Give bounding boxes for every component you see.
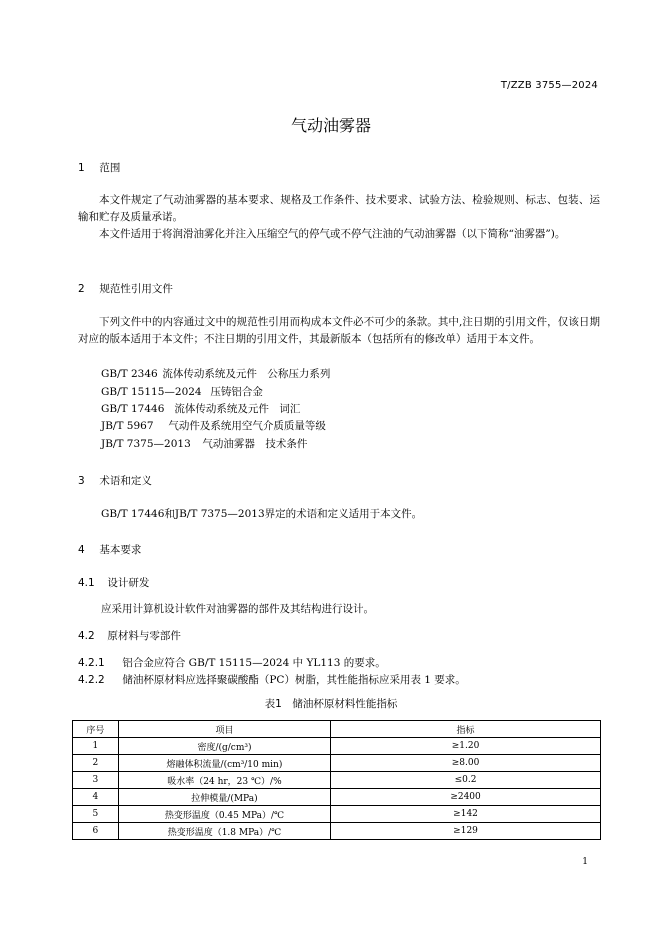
- cell-item: 热变形温度（1.8 MPa）/℃: [118, 823, 330, 840]
- reference-item: [101, 384, 263, 399]
- cell-index: 2: [73, 755, 119, 772]
- reference-name: 流体传动系统及元件 词汇: [174, 403, 301, 415]
- table-row: [73, 806, 601, 823]
- cell-value: ≥8.00: [331, 755, 601, 772]
- section-3-paragraph-1: GB/T 17446和JB/T 7375—2013界定的术语和定义适用于本文件。: [101, 508, 423, 520]
- cell-index: 3: [73, 772, 119, 789]
- section-2-heading: [78, 281, 173, 296]
- document-code: T/ZZB 3755—2024: [500, 80, 598, 91]
- header-index: 序号: [73, 721, 119, 738]
- reference-item: [101, 418, 326, 433]
- clause-number: 4.2.1: [78, 657, 105, 669]
- section-number: 4.2: [78, 630, 95, 642]
- reference-item: [101, 436, 307, 451]
- cell-item: 密度/(g/cm³): [118, 738, 330, 755]
- reference-code: GB/T 17446: [101, 403, 165, 415]
- clause-text: 铝合金应符合 GB/T 15115—2024 中 YL113 的要求。: [122, 657, 386, 669]
- section-1-paragraph-1: 本文件规定了气动油雾器的基本要求、规格及工作条件、技术要求、试验方法、检验规则、标志、包装、运输和贮存及质量承诺。: [78, 194, 600, 223]
- clause-text: 储油杯原材料应选择聚碳酸酯（PC）树脂，其性能指标应采用表 1 要求。: [122, 674, 466, 686]
- table-row: [73, 789, 601, 806]
- table-row: [73, 772, 601, 789]
- section-title: 规范性引用文件: [99, 283, 173, 295]
- table-header-row: [73, 721, 601, 738]
- cell-value: ≤0.2: [331, 772, 601, 789]
- cell-item: 熔融体积流量/(cm³/10 min): [118, 755, 330, 772]
- clause-number: 4.2.2: [78, 674, 105, 686]
- table-title: 表1 储油杯原材料性能指标: [264, 698, 398, 710]
- section-number: 2: [78, 283, 85, 295]
- cell-index: 1: [73, 738, 119, 755]
- section-4-heading: [78, 542, 141, 557]
- table-row: [73, 823, 601, 840]
- header-item: 项目: [118, 721, 330, 738]
- section-2-paragraph-1: 下列文件中的内容通过文中的规范性引用而构成本文件必不可少的条款。其中,注日期的引用文件，仅该日期对应的版本适用于本文件；不注日期的引用文件，其最新版本（包括所有的修改单）适用于本文件。: [78, 316, 600, 345]
- cell-item: 吸水率（24 hr，23 ℃）/%: [118, 772, 330, 789]
- cell-value: ≥142: [331, 806, 601, 823]
- cell-value: ≥129: [331, 823, 601, 840]
- cell-item: 拉伸模量/(MPa): [118, 789, 330, 806]
- section-number: 3: [78, 475, 85, 487]
- reference-name: 流体传动系统及元件 公称压力系列: [162, 368, 331, 380]
- page-number: 1: [582, 857, 588, 867]
- cell-value: ≥1.20: [331, 738, 601, 755]
- cell-index: 5: [73, 806, 119, 823]
- reference-item: [101, 366, 330, 381]
- cell-index: 4: [73, 789, 119, 806]
- section-title: 术语和定义: [99, 475, 152, 487]
- section-title: 范围: [99, 162, 121, 174]
- subsection-4-1-heading: [78, 575, 149, 590]
- reference-code: GB/T 2346: [101, 368, 158, 380]
- subsection-4-2-heading: [78, 628, 181, 643]
- cell-index: 6: [73, 823, 119, 840]
- clause-4-2-1: [78, 655, 386, 670]
- cell-item: 热变形温度（0.45 MPa）/℃: [118, 806, 330, 823]
- table-row: [73, 738, 601, 755]
- reference-name: 气动件及系统用空气介质质量等级: [168, 420, 326, 432]
- cell-value: ≥2400: [331, 789, 601, 806]
- reference-name: 压铸铝合金: [210, 386, 263, 398]
- section-3-heading: [78, 473, 152, 488]
- subsection-4-1-paragraph: 应采用计算机设计软件对油雾器的部件及其结构进行设计。: [101, 603, 374, 615]
- clause-4-2-2: [78, 672, 466, 687]
- section-title: 基本要求: [99, 544, 142, 556]
- reference-code: GB/T 15115—2024: [101, 386, 202, 398]
- section-number: 4.1: [78, 577, 95, 589]
- header-index-value: 指标: [331, 721, 601, 738]
- section-title: 原材料与零部件: [107, 630, 181, 642]
- table-row: [73, 755, 601, 772]
- reference-name: 气动油雾器 技术条件: [202, 438, 308, 450]
- section-number: 1: [78, 162, 85, 174]
- document-title: 气动油雾器: [290, 116, 371, 135]
- reference-item: [101, 401, 300, 416]
- section-1-paragraph-2: 本文件适用于将润滑油雾化并注入压缩空气的停气或不停气注油的气动油雾器（以下简称“油雾器”)。: [99, 228, 566, 240]
- section-title: 设计研发: [107, 577, 150, 589]
- material-properties-table: [72, 720, 601, 840]
- section-1-heading: [78, 160, 120, 175]
- reference-code: JB/T 7375—2013: [101, 438, 191, 450]
- reference-code: JB/T 5967: [101, 420, 154, 432]
- section-number: 4: [78, 544, 85, 556]
